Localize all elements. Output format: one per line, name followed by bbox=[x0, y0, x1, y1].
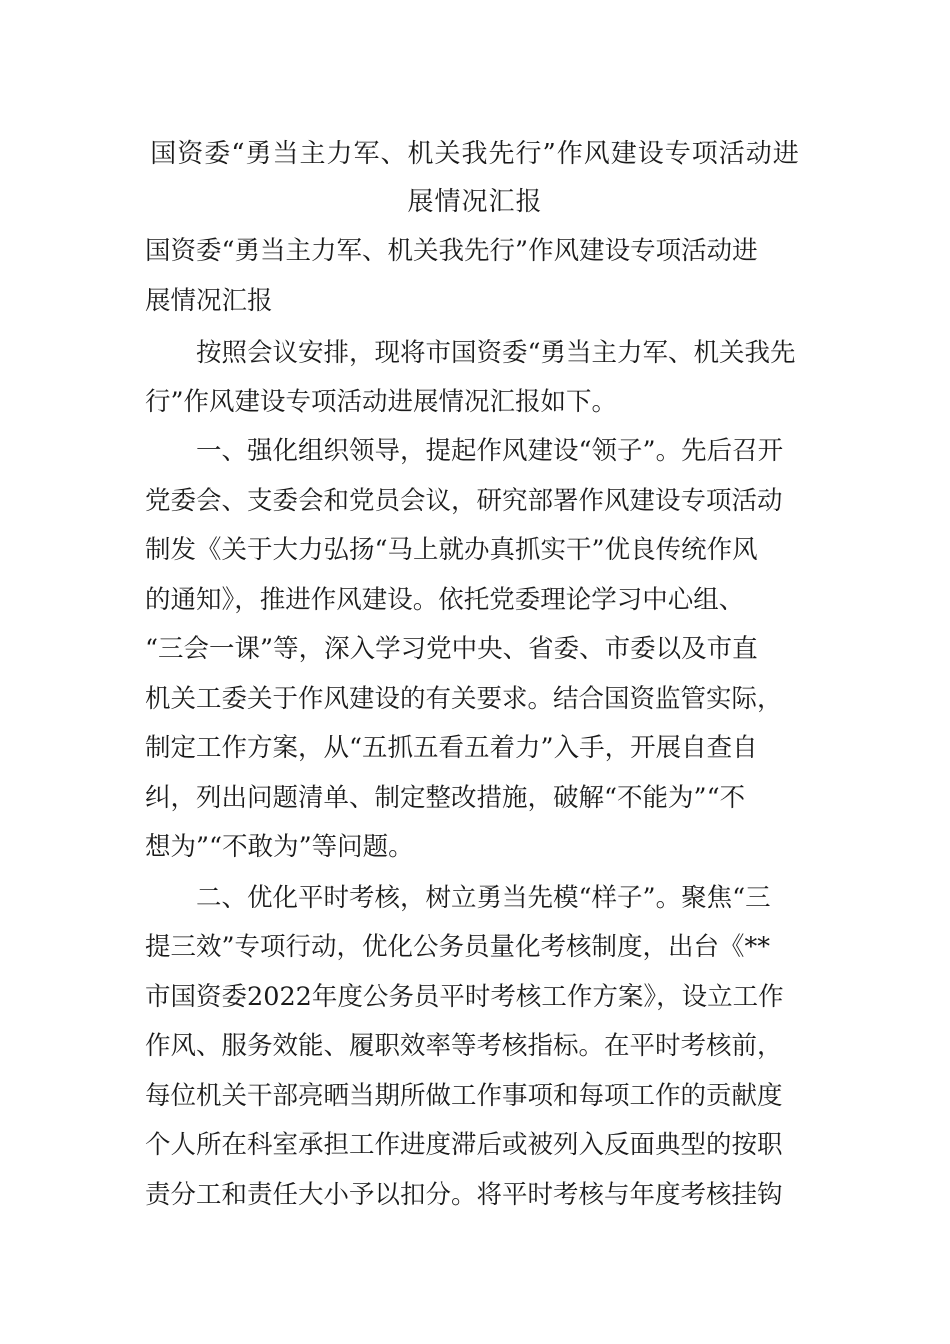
heading-line: 展情况汇报 bbox=[145, 286, 273, 316]
heading-line: 国资委“勇当主力军、机关我先行”作风建设专项活动进 bbox=[145, 236, 758, 266]
paragraph-line: 按照会议安排，现将市国资委“勇当主力军、机关我先 bbox=[145, 338, 796, 368]
paragraph-line: 想为”“不敢为”等问题。 bbox=[145, 832, 414, 862]
paragraph-line: 机关工委关于作风建设的有关要求。结合国资监管实际， bbox=[145, 684, 783, 714]
paragraph-line: 作风、服务效能、履职效率等考核指标。在平时考核前， bbox=[145, 1031, 783, 1061]
paragraph-line: 党委会、支委会和党员会议，研究部署作风建设专项活动 bbox=[145, 486, 783, 516]
paragraph-line: 制发《关于大力弘扬“马上就办真抓实干”优良传统作风 bbox=[145, 535, 758, 565]
title-line: 展情况汇报 bbox=[407, 187, 543, 217]
paragraph-line: 的通知》，推进作风建设。依托党委理论学习中心组、 bbox=[145, 585, 745, 615]
paragraph-line: 行”作风建设专项活动进展情况汇报如下。 bbox=[145, 387, 618, 417]
paragraph-line: 提三效”专项行动，优化公务员量化考核制度，出台《** bbox=[145, 932, 771, 962]
paragraph-line: “三会一课”等，深入学习党中央、省委、市委以及市直 bbox=[145, 634, 758, 664]
paragraph-line: 二、优化平时考核，树立勇当先模“样子”。聚焦“三 bbox=[145, 883, 771, 913]
title-line: 国资委“勇当主力军、机关我先行”作风建设专项活动进 bbox=[150, 139, 800, 169]
paragraph-line: 责分工和责任大小予以扣分。将平时考核与年度考核挂钩 bbox=[145, 1180, 783, 1210]
document-title bbox=[120, 130, 830, 226]
paragraph-line: 纠，列出问题清单、制定整改措施，破解“不能为”“不 bbox=[145, 783, 746, 813]
paragraph-line: 制定工作方案，从“五抓五看五着力”入手，开展自查自 bbox=[145, 733, 758, 763]
paragraph-line: 每位机关干部亮晒当期所做工作事项和每项工作的贡献度 bbox=[145, 1081, 783, 1111]
paragraph-line: 一、强化组织领导，提起作风建设“领子”。先后召开 bbox=[145, 436, 784, 466]
paragraph-line: 市国资委2022年度公务员平时考核工作方案》，设立工作 bbox=[145, 982, 784, 1012]
paragraph-line: 个人所在科室承担工作进度滞后或被列入反面典型的按职 bbox=[145, 1130, 783, 1160]
